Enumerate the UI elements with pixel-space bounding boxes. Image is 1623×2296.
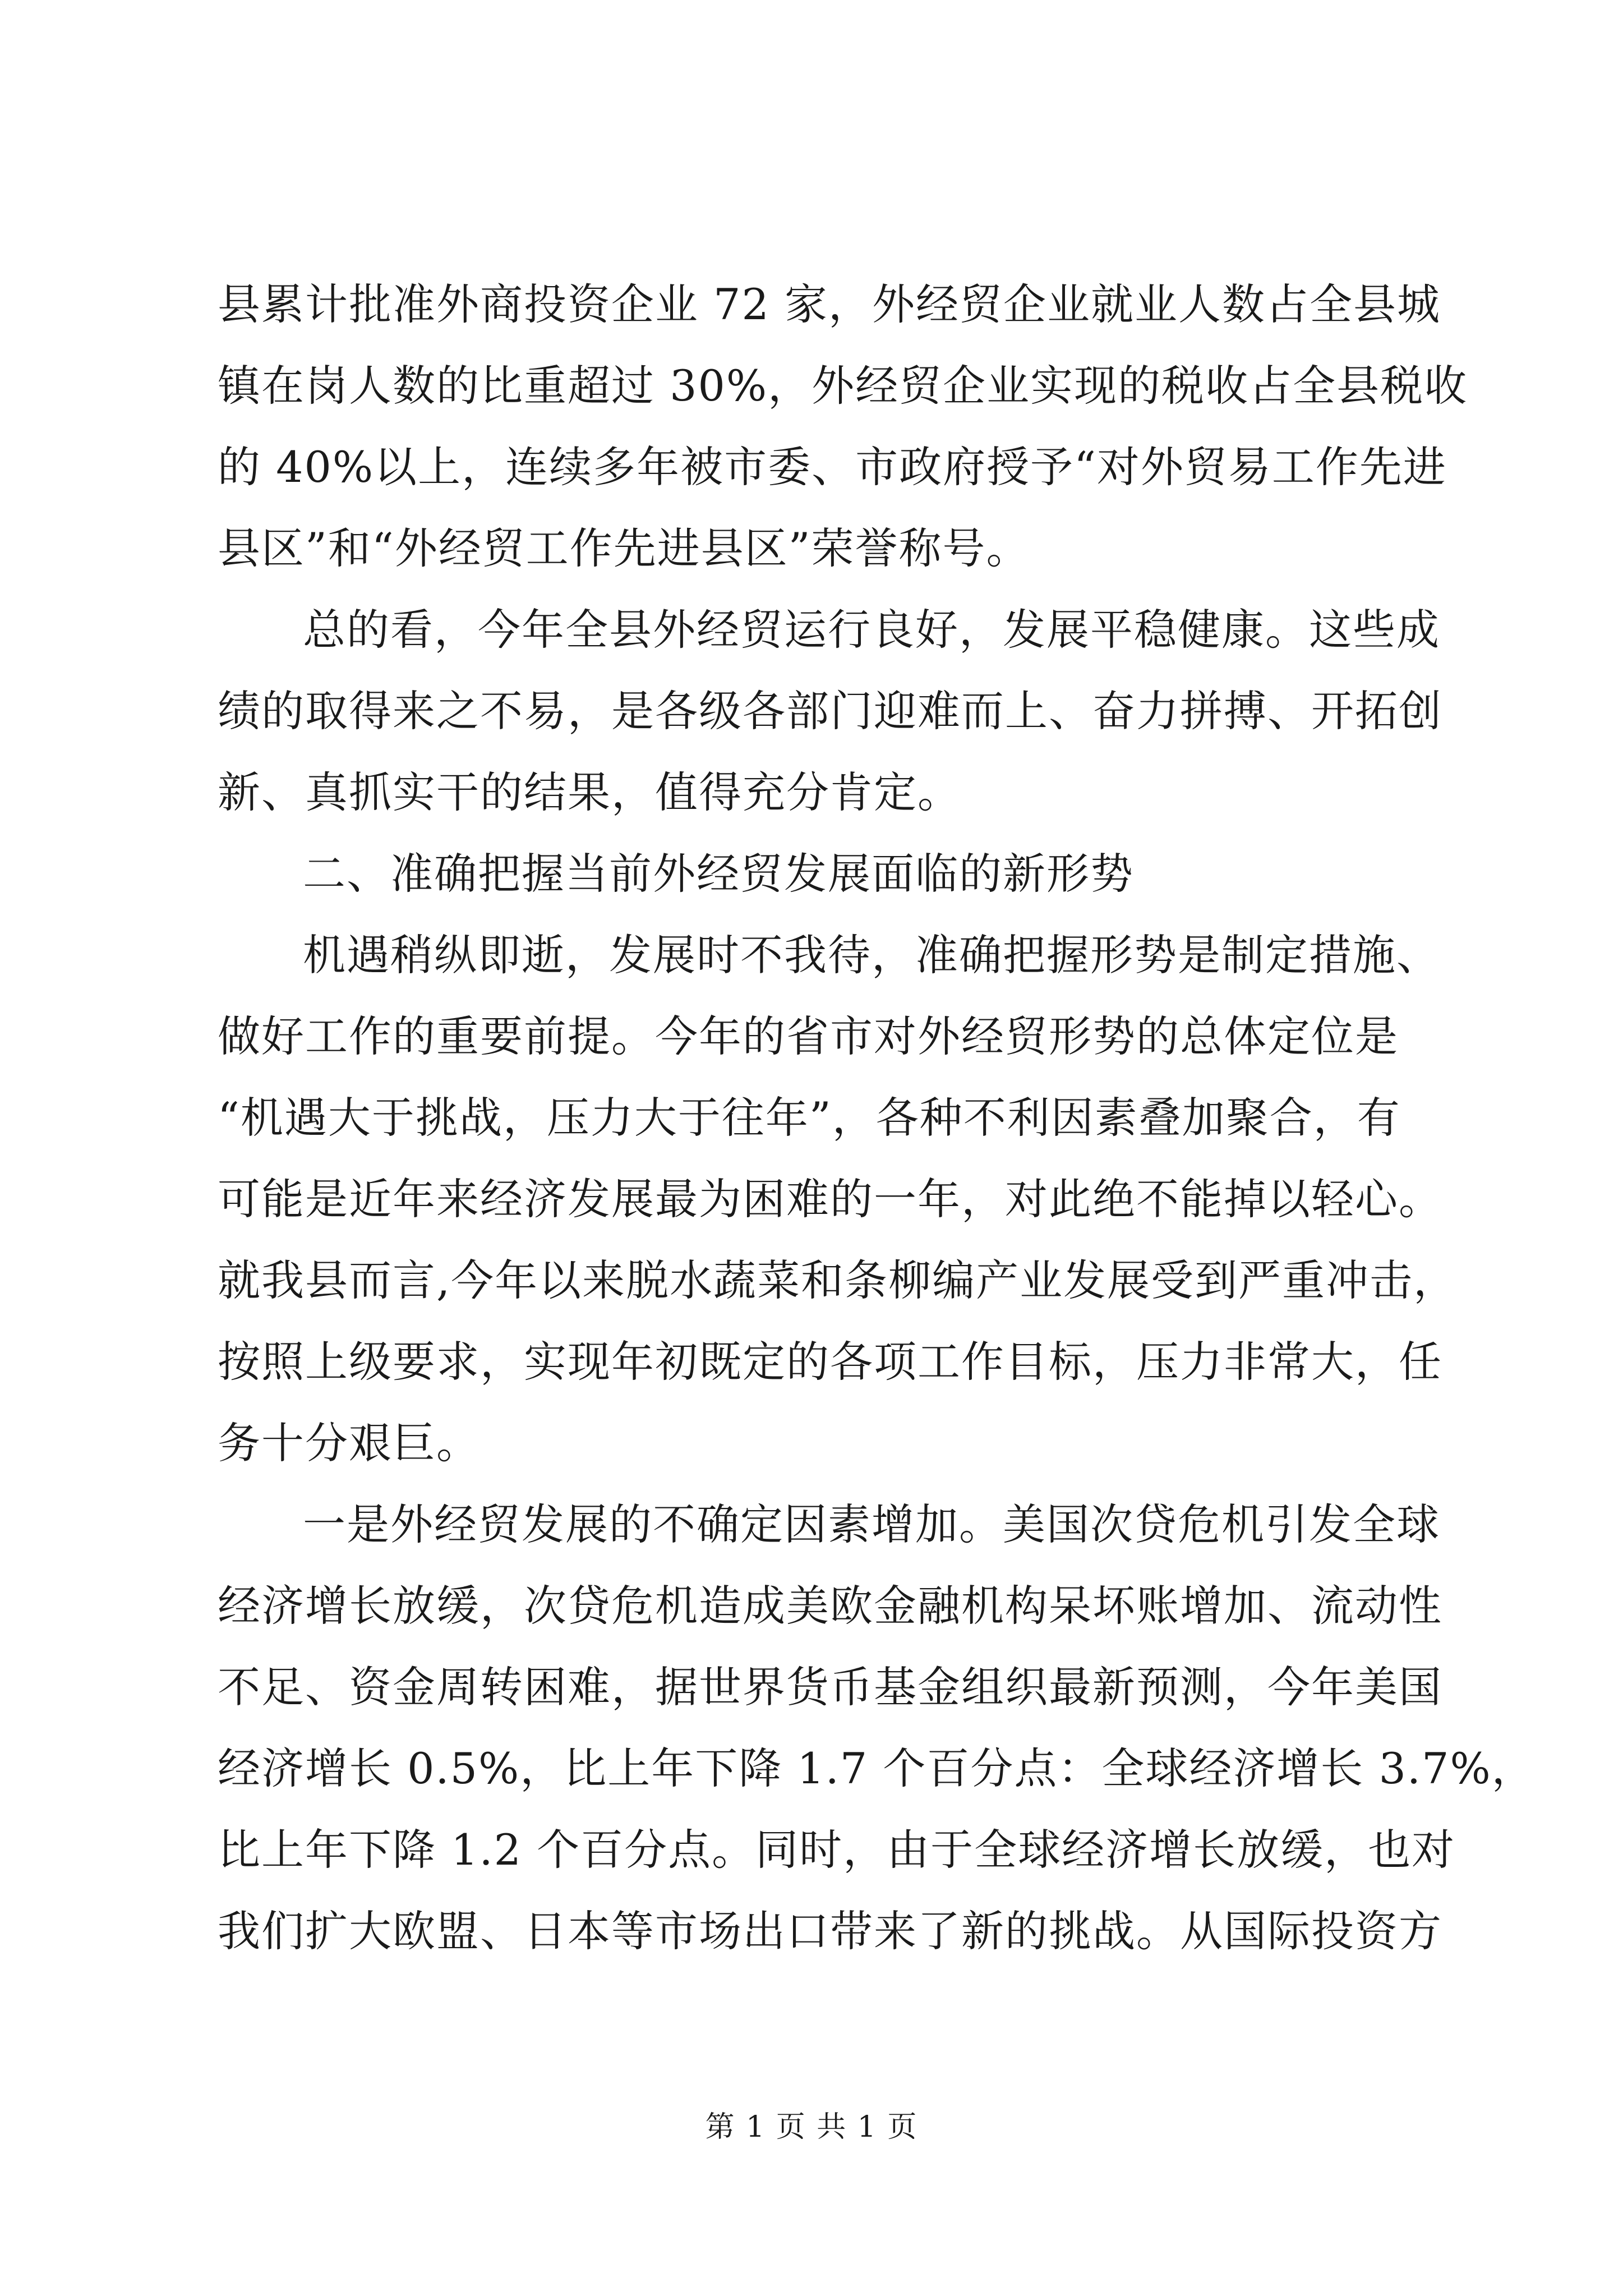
text-line: 新、真抓实干的结果，值得充分肯定。 [218,767,961,817]
text-line: 绩的取得来之不易，是各级各部门迎难而上、奋力拼搏、开拓创 [218,686,1442,736]
text-line: 我们扩大欧盟、日本等市场出口带来了新的挑战。从国际投资方 [218,1906,1442,1956]
text-line: 务十分艰巨。 [218,1418,480,1468]
text-line: 可能是近年来经济发展最为困难的一年，对此绝不能掉以轻心。 [218,1174,1442,1224]
text-line: 比上年下降 1.2 个百分点。同时，由于全球经济增长放缓，也对 [218,1825,1456,1875]
text-line: 不足、资金周转困难，据世界货币基金组织最新预测，今年美国 [218,1662,1442,1712]
text-line: 总的看，今年全县外经贸运行良好，发展平稳健康。这些成 [303,605,1440,655]
text-line: 的 40%以上，连续多年被市委、市政府授予“对外贸易工作先进 [218,442,1447,492]
text-line: 经济增长放缓，次贷危机造成美欧金融机构呆坏账增加、流动性 [218,1581,1442,1631]
text-line: 县区”和“外经贸工作先进县区”荣誉称号。 [218,523,1030,573]
text-line: 一是外经贸发展的不确定因素增加。美国次贷危机引发全球 [303,1499,1440,1549]
text-line: 机遇稍纵即逝，发展时不我待，准确把握形势是制定措施、 [303,930,1440,980]
text-line: 做好工作的重要前提。今年的省市对外经贸形势的总体定位是 [218,1011,1399,1061]
text-line: 县累计批准外商投资企业 72 家，外经贸企业就业人数占全县城 [218,279,1441,329]
text-line: 按照上级要求，实现年初既定的各项工作目标，压力非常大，任 [218,1337,1442,1387]
text-line: “机遇大于挑战，压力大于往年”，各种不利因素叠加聚合，有 [218,1093,1401,1143]
text-line: 经济增长 0.5%，比上年下降 1.7 个百分点：全球经济增长 3.7%， [218,1743,1536,1793]
page-footer: 第 1 页 共 1 页 [705,2110,918,2144]
text-line: 镇在岗人数的比重超过 30%，外经贸企业实现的税收占全县税收 [218,361,1468,411]
text-line: 就我县而言,今年以来脱水蔬菜和条柳编产业发展受到严重冲击， [218,1255,1458,1305]
text-line: 二、准确把握当前外经贸发展面临的新形势 [303,849,1134,899]
document-body [218,264,1536,1972]
